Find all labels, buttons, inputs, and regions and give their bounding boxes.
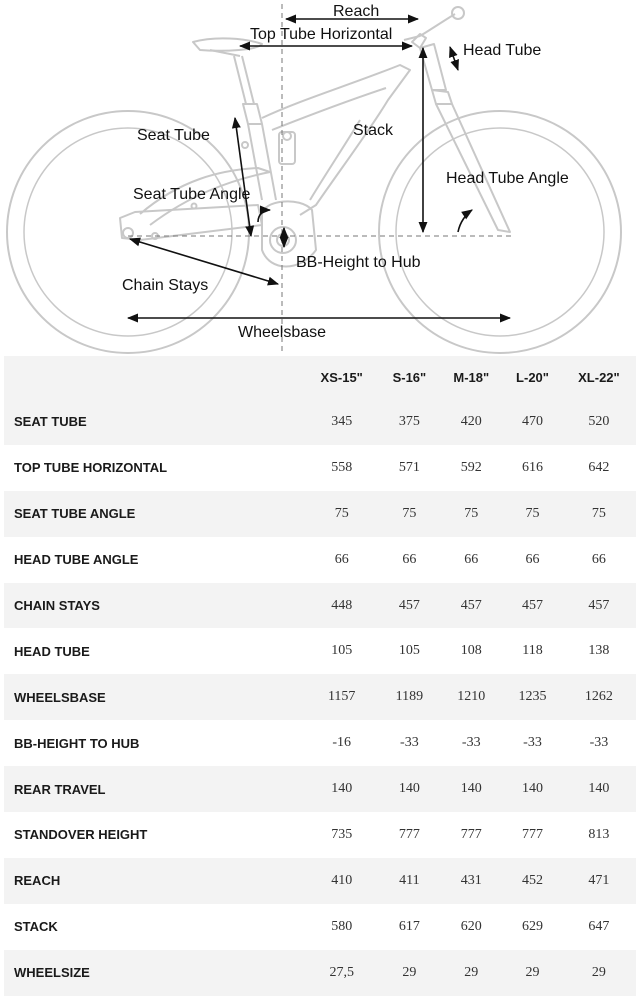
table-cell: 138 [588,643,610,659]
table-cell: 642 [588,459,610,475]
table-cell: 75 [334,505,349,521]
row-label: SEAT TUBE ANGLE [14,506,136,522]
table-cell: 617 [398,918,420,934]
table-cell: 75 [591,505,606,521]
table-cell: 620 [460,918,482,934]
table-cell: 457 [522,597,543,613]
table-cell: 66 [591,551,606,567]
table-cell: 108 [460,643,482,659]
row-label: CHAIN STAYS [14,598,100,613]
label-bb-height-to-hub: BB-Height to Hub [296,254,421,271]
table-cell: 1210 [457,689,486,705]
table-row [4,858,636,904]
row-label: REACH [14,873,61,889]
column-header: S-16" [392,370,427,385]
table-cell: 457 [460,597,482,613]
table-cell: 571 [398,459,420,475]
table-cell: 140 [460,781,482,797]
label-top-tube-horizontal: Top Tube Horizontal [250,26,393,43]
column-header: L-20" [516,370,549,385]
table-cell: 629 [522,918,543,934]
table-cell: 431 [460,872,482,888]
table-cell: 777 [522,826,543,842]
table-row [4,766,636,812]
label-head-tube: Head Tube [463,42,542,59]
row-label: STANDOVER HEIGHT [14,827,148,843]
row-label: HEAD TUBE ANGLE [14,552,139,568]
table-row [4,399,636,445]
table-row [4,720,636,766]
front-wheel [379,111,621,353]
table-cell: 140 [398,781,420,797]
table-cell: 105 [398,643,420,659]
table-cell: 813 [588,826,610,842]
label-stack: Stack [353,122,394,139]
column-header: M-18" [453,370,490,385]
table-cell: 420 [460,413,482,429]
table-cell: 66 [334,551,349,567]
table-cell: 471 [588,872,610,888]
table-cell: 29 [591,964,606,980]
table-cell: -33 [400,735,419,751]
table-cell: 1262 [584,689,613,705]
table-cell: 1235 [518,689,547,705]
table-cell: 647 [588,918,610,934]
table-row [4,445,636,491]
table-header-row [4,356,636,399]
table-row [4,812,636,858]
table-row [4,537,636,583]
table-cell: 777 [398,826,420,842]
table-cell: 777 [460,826,482,842]
label-wheelsbase: Wheelsbase [238,324,327,341]
column-header: XS-15" [320,370,363,385]
table-cell: 27,5 [329,964,354,980]
table-row [4,674,636,720]
table-cell: 75 [464,505,479,521]
table-cell: -16 [332,735,352,751]
label-reach: Reach [333,3,380,20]
table-cell: 448 [331,597,353,613]
head-tube-angle-arc [458,210,472,232]
header-blank [4,356,304,399]
table-cell: 520 [588,413,610,429]
table-cell: 118 [522,643,543,659]
table-cell: 140 [331,781,353,797]
table-cell: 66 [525,551,540,567]
table-cell: 75 [402,505,417,521]
table-cell: 1189 [395,689,424,705]
table-row [4,904,636,950]
table-cell: 140 [588,781,610,797]
row-label: REAR TRAVEL [14,781,106,797]
table-row [4,583,636,629]
table-cell: 580 [331,918,353,934]
table-row [4,628,636,674]
table-cell: 75 [525,505,540,521]
table-row [4,950,636,996]
table-cell: 558 [331,459,353,475]
table-cell: -33 [461,735,481,751]
row-label: WHEELSBASE [14,689,106,705]
table-cell: 457 [588,597,610,613]
row-label: BB-HEIGHT TO HUB [14,735,140,751]
label-head-tube-angle: Head Tube Angle [446,170,569,187]
table-cell: 410 [331,872,353,888]
table-cell: -33 [589,735,609,751]
table-cell: 345 [331,413,353,429]
table-cell: 140 [522,781,543,797]
table-cell: 735 [331,826,353,842]
table-cell: 592 [460,459,482,475]
column-header: XL-22" [578,370,620,385]
row-label: TOP TUBE HORIZONTAL [14,460,168,476]
table-cell: 66 [402,551,417,567]
row-label: HEAD TUBE [14,643,90,659]
table-row [4,491,636,537]
table-cell: 411 [399,872,420,888]
bike-geometry-diagram [0,0,637,355]
row-label: WHEELSIZE [14,965,90,981]
table-cell: 29 [525,964,540,980]
label-seat-tube: Seat Tube [137,127,210,144]
table-cell: 470 [522,413,543,429]
table-cell: 457 [398,597,420,613]
geometry-table [4,356,636,996]
table-cell: 1157 [327,689,356,705]
row-label: SEAT TUBE [14,414,87,430]
table-cell: 375 [398,413,420,429]
table-cell: 29 [464,964,479,980]
table-cell: 66 [464,551,479,567]
label-chain-stays: Chain Stays [122,277,209,294]
label-seat-tube-angle: Seat Tube Angle [133,186,251,203]
table-cell: 105 [331,643,353,659]
table-cell: 616 [522,459,543,475]
table-cell: 29 [402,964,417,980]
table-cell: 452 [522,872,543,888]
head-tube-arrow [450,47,458,70]
row-label: STACK [14,919,58,935]
table-cell: -33 [523,735,542,751]
